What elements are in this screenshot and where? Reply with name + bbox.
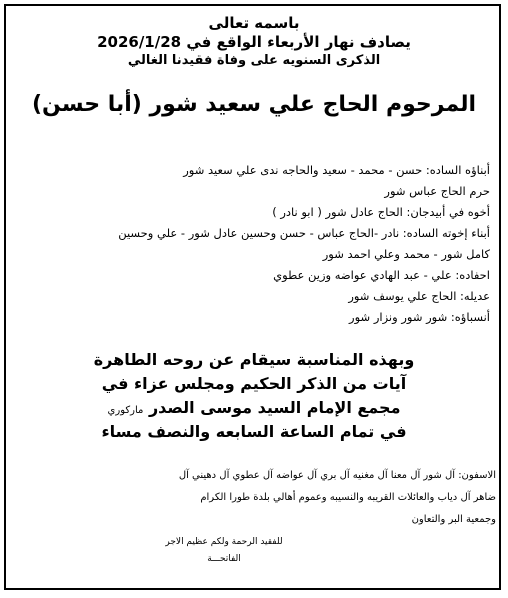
family-line: حرم الحاج عباس شور	[384, 184, 490, 198]
venue-line	[0, 398, 508, 417]
basmala: باسمه تعالى	[208, 14, 300, 32]
fatiha-text: الفاتحـــة	[207, 554, 241, 564]
deceased-name: المرحوم الحاج علي سعيد شور (أبا حسن)	[31, 92, 477, 117]
date-line: يصادف نهار الأربعاء الواقع في 2026/1/28	[97, 33, 411, 51]
anniversary-line: الذكرى السنويه على وفاة فقيدنا الغالي	[127, 53, 381, 68]
venue-name: مجمع الإمام السيد موسى الصدر	[148, 398, 401, 417]
announcement-line: آيات من الذكر الحكيم ومجلس عزاء في	[101, 374, 407, 393]
announcement-line: وبهذه المناسبة سيقام عن روحه الطاهرة	[93, 350, 415, 369]
mourners-line: ضاهر آل دياب والعائلات القريبه والنسيبه وعموم أهالي بلدة طورا الكرام	[200, 492, 496, 503]
family-line: احفاده: علي - عبد الهادي عواضه وزين عطوي	[273, 268, 490, 282]
condolence-text: للفقيد الرحمة ولكم عظيم الاجر	[165, 537, 283, 547]
family-line: أخوه في أبيدجان: الحاج عادل شور ( ابو نادر )	[272, 205, 490, 219]
family-line: أبناء إخوته الساده: نادر -الحاج عباس - حسن وحسين عادل شور - علي وحسين	[118, 226, 490, 240]
family-line: عديله: الحاج علي يوسف شور	[348, 289, 490, 303]
mourners-line: وجمعية البر والتعاون	[411, 514, 496, 525]
mourners-line: الاسفون: آل شور آل معنا آل مغنيه آل بري آل عواضه آل عطوي آل دهيني آل	[178, 470, 496, 481]
announcement-time: في تمام الساعة السابعه والنصف مساء	[101, 422, 407, 441]
family-line: كامل شور - محمد وعلي احمد شور	[322, 247, 490, 261]
family-line: أبناؤه الساده: حسن - محمد - سعيد والحاجه ندى علي سعيد شور	[183, 163, 490, 177]
venue-note: ماركوري	[107, 405, 144, 416]
family-line: أنسباؤه: شور شور ونزار شور	[349, 310, 490, 324]
